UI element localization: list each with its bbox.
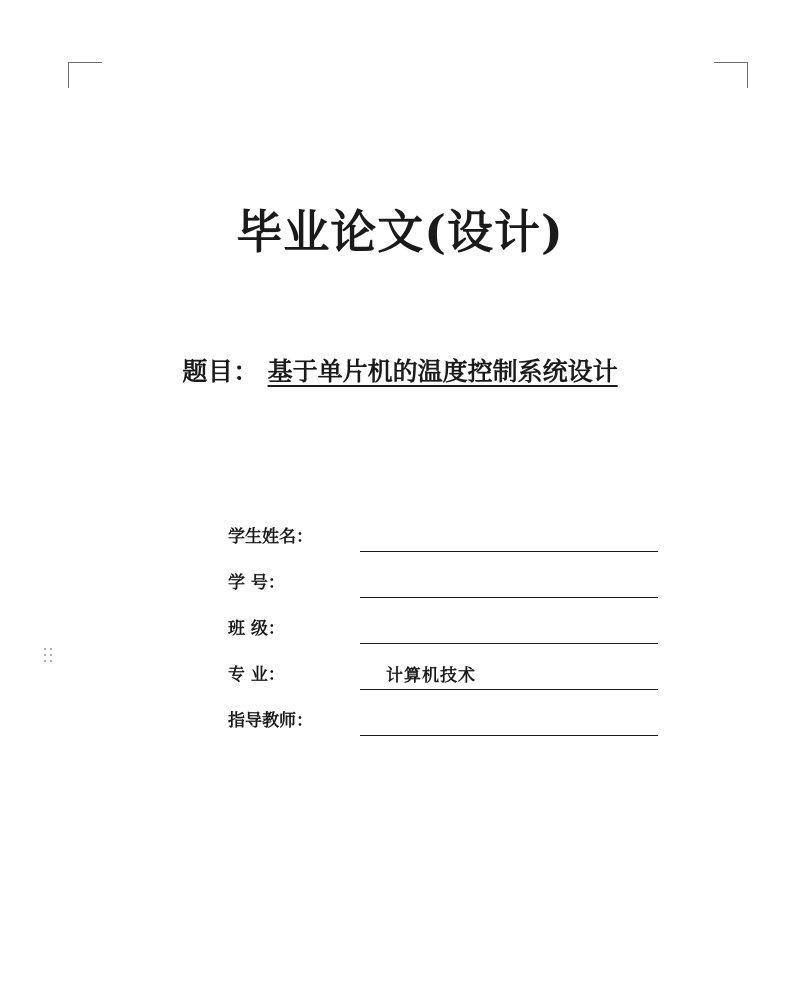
- crop-mark-top-left: [68, 62, 102, 88]
- grip-dot: [44, 660, 46, 662]
- field-label-student-id: 学 号：: [228, 573, 285, 593]
- subject-label: 题目：: [182, 357, 259, 386]
- margin-drag-handle[interactable]: [44, 648, 53, 664]
- grip-dot: [50, 648, 52, 650]
- field-label-class: 班 级：: [228, 619, 285, 639]
- field-input-major[interactable]: [360, 663, 658, 690]
- field-input-student-id[interactable]: [360, 571, 658, 598]
- field-label-student-name: 学生姓名：: [228, 527, 313, 547]
- field-input-advisor[interactable]: [360, 709, 658, 736]
- grip-dot: [50, 660, 52, 662]
- grip-dot: [44, 648, 46, 650]
- field-row-advisor: [228, 696, 658, 736]
- field-row-major: [228, 650, 658, 690]
- subject-value: 基于单片机的温度控制系统设计: [267, 357, 618, 386]
- grip-dot: [44, 654, 46, 656]
- subject-line: [0, 352, 800, 388]
- field-row-class: [228, 604, 658, 644]
- page-title: 毕业论文(设计): [236, 205, 564, 259]
- field-input-student-name[interactable]: [360, 525, 658, 552]
- field-label-major: 专 业：: [228, 665, 285, 685]
- field-label-advisor: 指导教师：: [228, 711, 313, 731]
- info-fields: [228, 512, 658, 742]
- field-row-student-id: [228, 558, 658, 598]
- field-row-student-name: [228, 512, 658, 552]
- field-value-major: 计算机技术: [386, 666, 476, 686]
- field-input-class[interactable]: [360, 617, 658, 644]
- grip-dot: [50, 654, 52, 656]
- crop-mark-top-right: [714, 62, 748, 88]
